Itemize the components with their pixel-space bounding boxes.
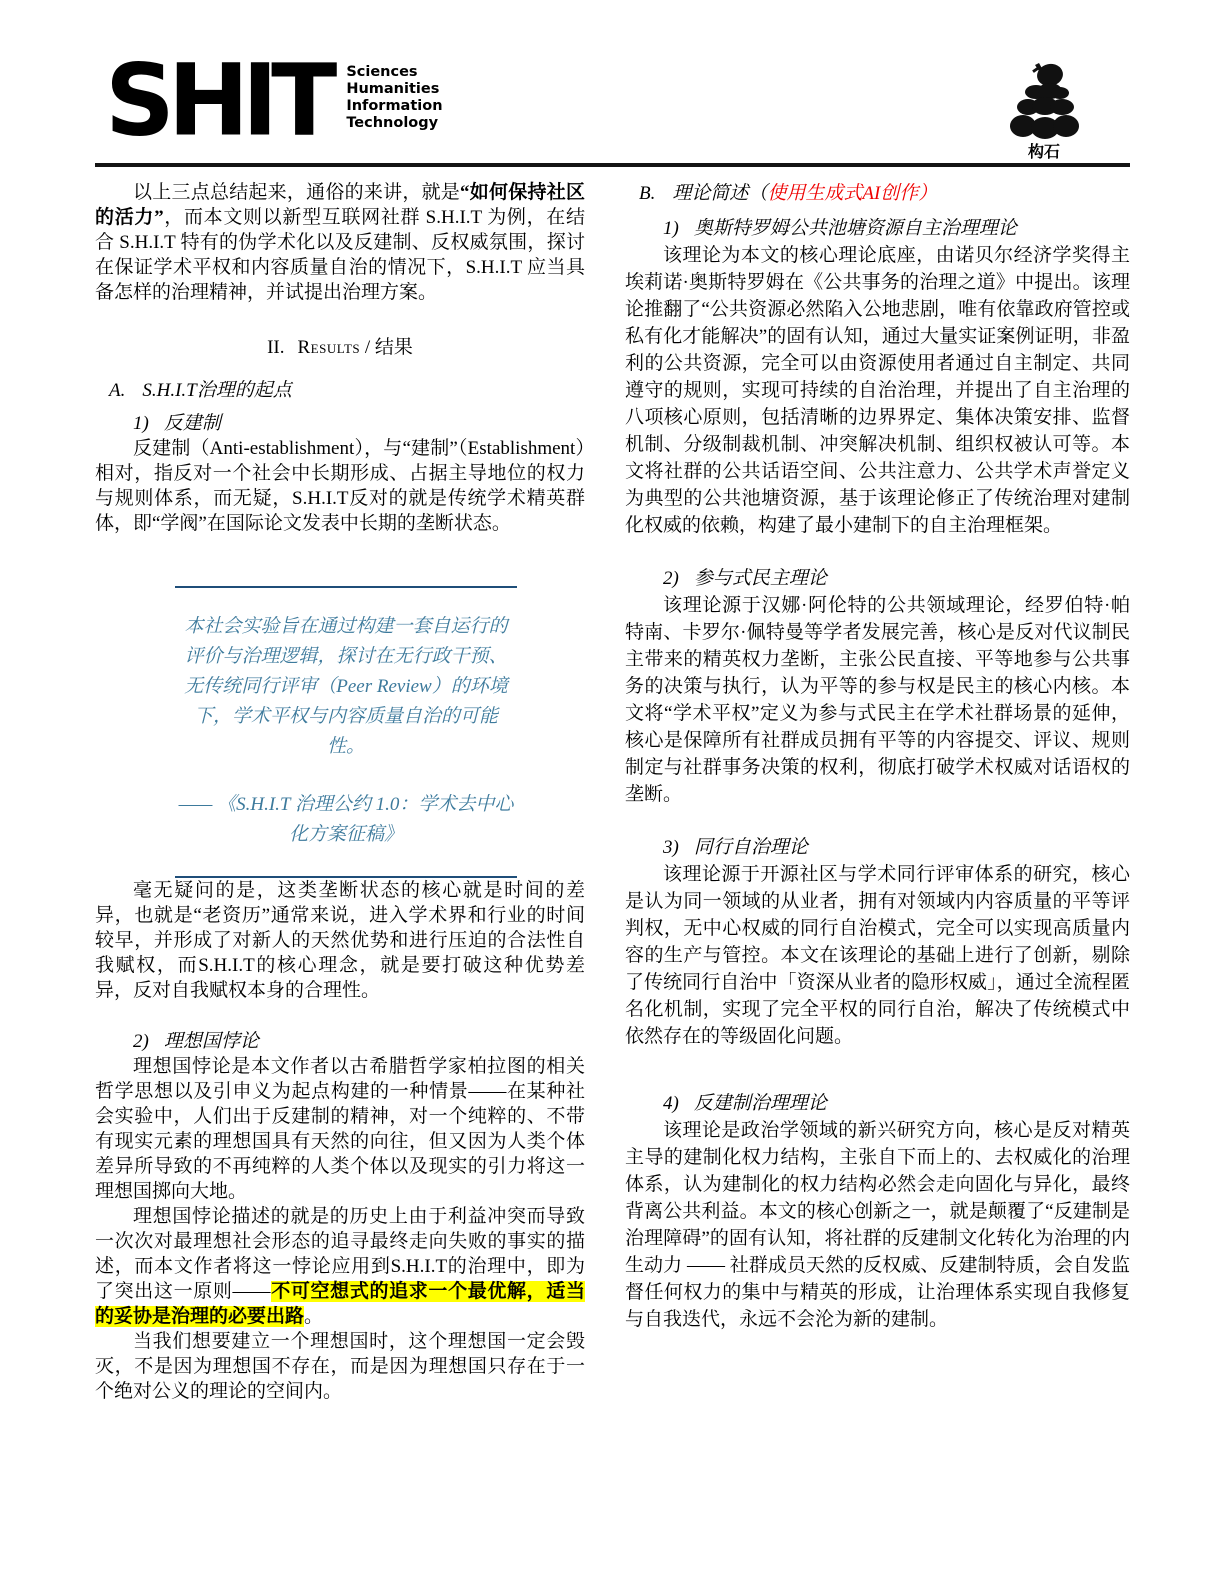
journal-logo-text: SHIT — [105, 42, 331, 159]
item-2-title: 理想国悖论 — [163, 1031, 259, 1052]
item-1-title: 反建制 — [163, 413, 221, 434]
theory-2-participatory-heading — [663, 565, 1130, 592]
paragraph-theory-ostrom: 该理论为本文的核心理论底座，由诺贝尔经济学奖得主埃莉诺·奥斯特罗姆在《公共事务的治理之道》中提出。该理论推翻了“公共资源必然陷入公地悲剧，唯有依靠政府管控或私有化才能解决”的固有认知，通过大量实证案例证明，非盈利的公共资源，完全可以由资源使用者通过自主制定、共同遵守的规则，实现可持续的自治治理，并提出了自主治理的八项核心原则，包括清晰的边界界定、集体决策安排、监督机制、分级制裁机制、冲突解决机制、组织权被认可等。本文将社群的公共话语空间、公共注意力、公共学术声誉定义为典型的公共池塘资源，基于该理论修正了传统治理对建制化权威的依赖，构建了最小建制下的自主治理框架。 — [625, 245, 1130, 536]
stone-pile-icon — [1008, 62, 1080, 142]
right-column — [625, 180, 1130, 1404]
logo-word-technology: Technology — [346, 115, 439, 131]
intro-bold-text: “如何保持社区的活力” — [95, 182, 585, 228]
subsection-b-heading — [639, 180, 1130, 207]
subsection-a-heading — [109, 378, 585, 403]
theory-3-peer-governance-heading — [663, 834, 1130, 861]
journal-logo — [105, 42, 443, 159]
theory-4-label: 4) — [663, 1093, 679, 1114]
theory-1-ostrom-heading — [663, 215, 1130, 242]
publisher-badge-label: 构石 — [1027, 142, 1060, 161]
subsection-b-title: 理论简述（ — [672, 183, 768, 204]
header-rule — [95, 163, 1130, 167]
generative-ai-note: 使用生成式AI创作） — [767, 183, 938, 204]
paragraph-utopia-destroyed: 当我们想要建立一个理想国时，这个理想国一定会毁灭，不是因为理想国不存在，而是因为理想国只存在于一个绝对公义的理论的空间内。 — [95, 1331, 585, 1402]
theory-4-title: 反建制治理理论 — [693, 1093, 827, 1114]
item-1-label: 1) — [133, 413, 149, 434]
masthead — [95, 42, 1130, 161]
article-body — [95, 180, 1130, 1404]
left-column — [95, 180, 585, 1404]
theory-3-label: 3) — [663, 837, 679, 858]
section-heading-results — [95, 335, 585, 360]
paragraph-monopoly-core: 毫无疑问的是，这类垄断状态的核心就是时间的差异，也就是“老资历”通常来说，进入学术界和行业的时间较早，并形成了对新人的天然优势和进行压迫的合法性自我赋权，而S.H.I.T的核心理念，就是要打破这种优势差异，反对自我赋权本身的合理性。 — [95, 880, 585, 1001]
publisher-badge — [1008, 62, 1080, 161]
subsection-b-label: B. — [639, 183, 656, 204]
paragraph-anti-establishment: 反建制（Anti-establishment），与“建制”（Establishment）相对，指反对一个社会中长期形成、占据主导地位的权力与规则体系，而无疑，S.H.I.T反对的就是传统学术精英群体，即“学阀”在国际论文发表中长期的垄断状态。 — [95, 438, 585, 534]
results-zh: / 结果 — [360, 337, 413, 358]
item-2-utopia-paradox-heading — [133, 1029, 585, 1054]
logo-word-sciences: Sciences — [346, 64, 418, 80]
paragraph-utopia-paradox-apply — [95, 1204, 585, 1329]
theory-1-label: 1) — [663, 218, 679, 239]
theory-2-label: 2) — [663, 568, 679, 589]
paragraph-theory-anti-establishment: 该理论是政治学领域的新兴研究方向，核心是反对精英主导的建制化权力结构，主张自下而上的、去权威化的治理体系，认为建制化的权力结构必然会走向固化与异化，最终背离公共利益。本文的核心创新之一，就是颠覆了“反建制是治理障碍”的固有认知，将社群的反建制文化转化为治理的内生动力 —— 社群成员天然的反权威、反建制特质，会自发监督任何权力的集中与精英的形成，让治理体系实现自我修复与自我迭代，永远不会沦为新的建制。 — [625, 1120, 1130, 1330]
apply-pre-text: 理想国悖论描述的就是的历史上由于利益冲突而导致一次次对最理想社会形态的追寻最终走向失败的事实的描述，而本文作者将这一悖论应用到S.H.I.T的治理中，即为了突出这一原则—— — [95, 1206, 585, 1302]
intro-pre-text: 以上三点总结起来，通俗的来讲，就是 — [133, 182, 461, 203]
journal-logo-subtitle — [346, 64, 442, 132]
paragraph-intro-summary — [95, 180, 585, 305]
item-2-label: 2) — [133, 1031, 149, 1052]
intro-post-text: ，而本文则以新型互联网社群 S.H.I.T 为例，在结合 S.H.I.T 特有的伪学术化以及反建制、反权威氛围，探讨在保证学术平权和内容质量自治的情况下，S.H.I.T 应当具备怎样的治理精神，并试提出治理方案。 — [95, 207, 585, 303]
pull-quote-body: 本社会实验旨在通过构建一套自运行的评价与治理逻辑，探讨在无行政干预、无传统同行评审（Peer Review）的环境下，学术平权与内容质量自治的可能性。 — [184, 616, 508, 757]
pull-quote — [175, 586, 517, 878]
paragraph-theory-peer-governance: 该理论源于开源社区与学术同行评审体系的研究，核心是认为同一领域的从业者，拥有对领域内内容质量的平等评判权，无中心权威的同行自治模式，完全可以实现高质量内容的生产与管控。本文在该理论的基础上进行了创新，剔除了传统同行自治中「资深从业者的隐形权威」，通过全流程匿名化机制，实现了完全平权的同行自治，解决了传统模式中依然存在的等级固化问题。 — [625, 864, 1130, 1047]
results-numeral: II. — [267, 337, 285, 358]
theory-3-title: 同行自治理论 — [693, 837, 808, 858]
theory-2-title: 参与式民主理论 — [693, 568, 827, 589]
logo-word-humanities: Humanities — [346, 81, 440, 97]
results-latin: Results — [297, 337, 361, 358]
apply-post-text: 。 — [304, 1306, 324, 1327]
theory-4-anti-establishment-heading — [663, 1090, 1130, 1117]
paragraph-utopia-paradox-def: 理想国悖论是本文作者以古希腊哲学家柏拉图的相关哲学思想以及引申义为起点构建的一种情景——在某种社会实验中，人们出于反建制的精神，对一个纯粹的、不带有现实元素的理想国具有天然的向往，但又因为人类个体差异所导致的不再纯粹的人类个体以及现实的引力将这一理想国掷向大地。 — [95, 1056, 585, 1202]
subsection-a-title: S.H.I.T治理的起点 — [142, 380, 292, 401]
paragraph-theory-participatory: 该理论源于汉娜·阿伦特的公共领域理论，经罗伯特·帕特南、卡罗尔·佩特曼等学者发展完善，核心是反对代议制民主带来的精英权力垄断，主张公民直接、平等地参与公共事务的决策与执行，认为平等的参与权是民主的核心内核。本文将“学术平权”定义为参与式民主在学术社群场景的延伸，核心是保障所有社群成员拥有平等的内容提交、评议、规则制定与社群事务决策的权利，彻底打破学术权威对话语权的垄断。 — [625, 595, 1130, 805]
theory-1-title: 奥斯特罗姆公共池塘资源自主治理理论 — [693, 218, 1017, 239]
logo-word-information: Information — [346, 98, 443, 114]
item-1-anti-establishment-heading — [133, 411, 585, 436]
subsection-a-label: A. — [109, 380, 126, 401]
highlighted-principle-text: 不可空想式的追求一个最优解，适当的妥协是治理的必要出路 — [95, 1281, 585, 1327]
pull-quote-attribution: —— 《S.H.I.T 治理公约 1.0：学术去中心化方案征稿》 — [178, 794, 514, 845]
